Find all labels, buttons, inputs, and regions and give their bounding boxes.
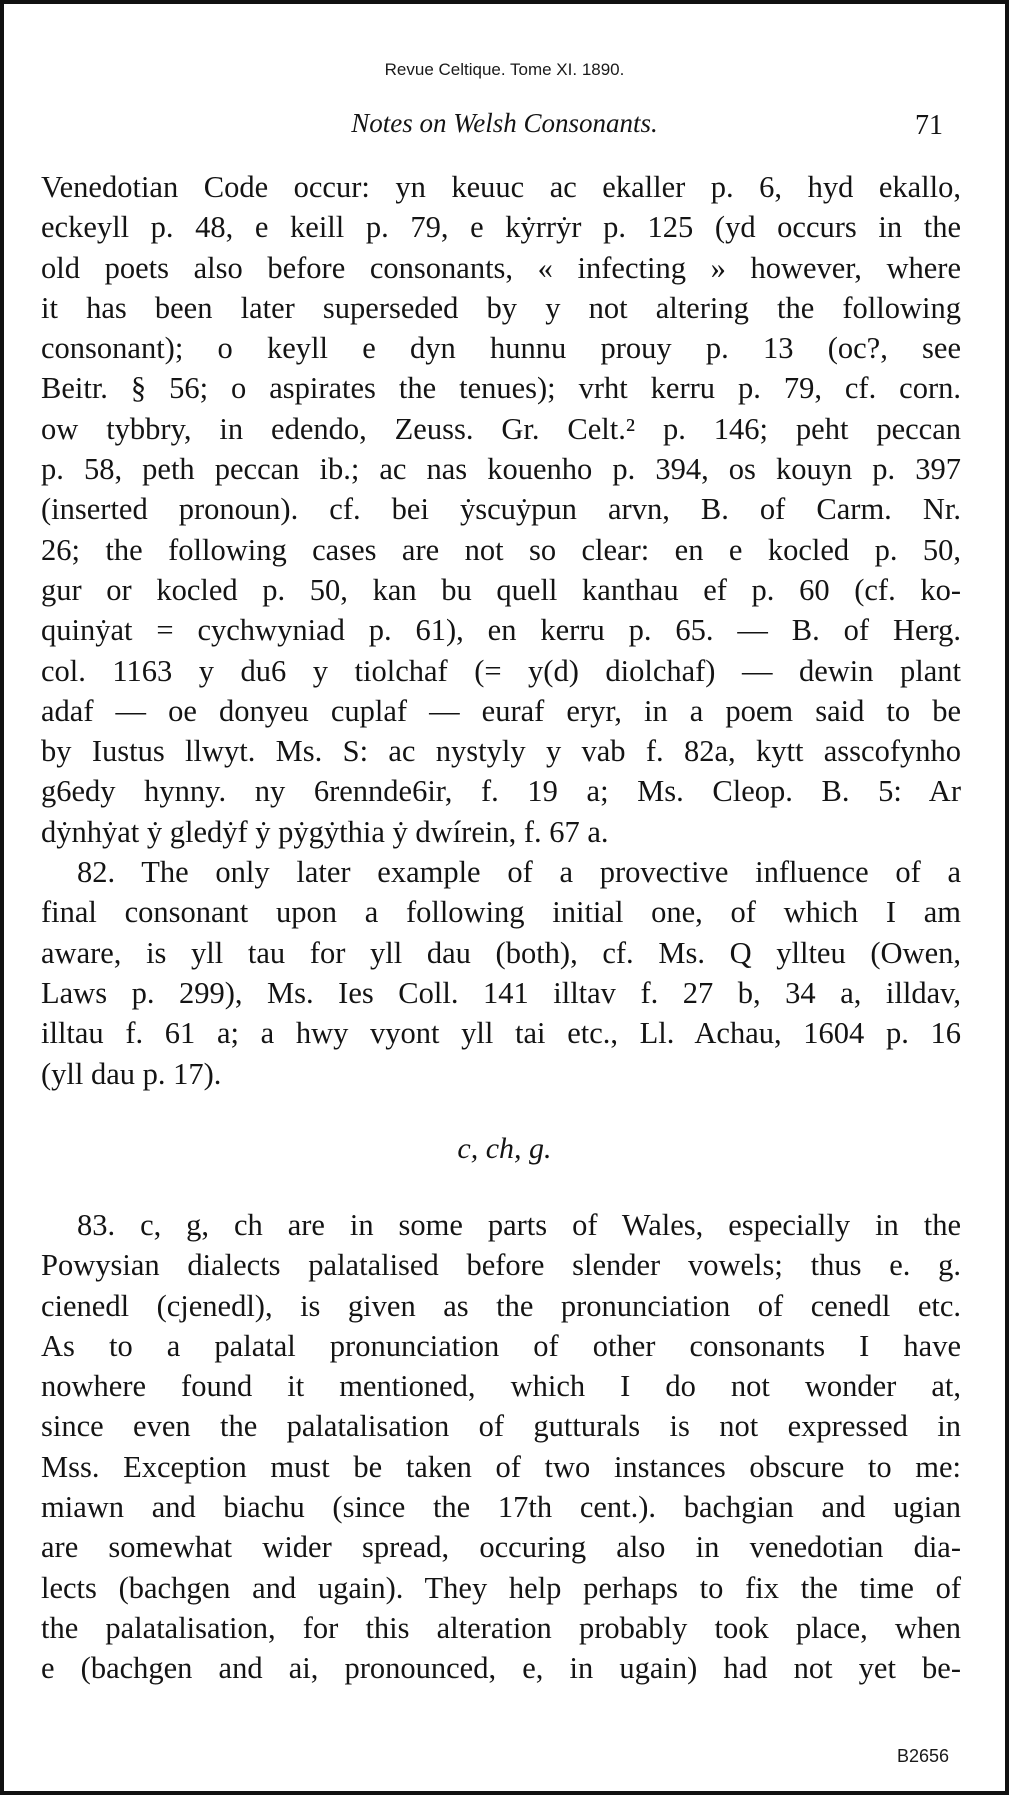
text-line: Mss. Exception must be taken of two instances obscure to me: xyxy=(41,1449,961,1484)
text-line: adaf — oe donyeu cuplaf — euraf eryr, in a poem said to be xyxy=(41,693,961,728)
text-line: illtau f. 61 a; a hwy vyont yll tai etc., Ll. Achau, 1604 p. 16 xyxy=(41,1016,961,1051)
paragraph-83-start: 83. c, g, ch are in some parts of Wales, especially in the xyxy=(77,1208,961,1242)
text-line: As to a palatal pronunciation of other consonants I have xyxy=(41,1328,961,1363)
source-citation: Revue Celtique. Tome XI. 1890. xyxy=(384,60,625,79)
running-title: Notes on Welsh Consonants. xyxy=(351,108,658,138)
text-line: the palatalisation, for this alteration probably took place, when xyxy=(41,1610,961,1645)
text-line: p. 58, peth peccan ib.; ac nas kouenho p. 394, os kouyn p. 397 xyxy=(41,452,961,487)
text-line: lects (bachgen and ugain). They help perhaps to fix the time of xyxy=(41,1570,961,1605)
text-block-continuation xyxy=(41,167,961,1094)
page-number: 71 xyxy=(915,110,943,141)
text-line: e (bachgen and ai, pronounced, e, in ugain) had not yet be- xyxy=(41,1651,961,1686)
text-block-paragraph-83 xyxy=(41,1205,961,1689)
text-line: Powysian dialects palatalised before slender vowels; thus e. g. xyxy=(41,1248,961,1283)
paragraph-82-start: 82. The only later example of a provective influence of a xyxy=(77,855,961,890)
text-line: nowhere found it mentioned, which I do not wonder at, xyxy=(41,1369,961,1404)
text-line: by Iustus llwyt. Ms. S: ac nystyly y vab f. 82a, kytt asscofynho xyxy=(41,734,961,769)
text-line: col. 1163 y du6 y tiolchaf (= y(d) diolchaf) — dewin plant xyxy=(41,653,961,688)
text-line: Beitr. § 56; o aspirates the tenues); vrht kerru p. 79, cf. corn. xyxy=(41,371,961,406)
text-line: (inserted pronoun). cf. bei ẏscuẏpun arvn, B. of Carm. Nr. xyxy=(41,492,961,527)
text-line: it has been later superseded by y not altering the following xyxy=(41,290,961,325)
text-line: aware, is yll tau for yll dau (both), cf. Ms. Q yllteu (Owen, xyxy=(41,935,961,970)
text-line: quinẏat = cychwyniad p. 61), en kerru p. 65. — B. of Herg. xyxy=(41,613,961,648)
text-line: Venedotian Code occur: yn keuuc ac ekaller p. 6, hyd ekallo, xyxy=(41,170,961,204)
text-line: Laws p. 299), Ms. Ies Coll. 141 illtav f. 27 b, 34 a, illdav, xyxy=(41,975,961,1010)
text-line: ow tybbry, in edendo, Zeuss. Gr. Celt.² p. 146; peht peccan xyxy=(41,411,961,446)
text-line: (yll dau p. 17). xyxy=(41,1056,222,1091)
text-line: 26; the following cases are not so clear: en e kocled p. 50, xyxy=(41,532,961,567)
text-line: cienedl (cjenedl), is given as the pronunciation of cenedl etc. xyxy=(41,1288,961,1323)
catalog-number: B2656 xyxy=(896,1746,949,1766)
text-line: g6edy hynny. ny 6renndе6ir, f. 19 a; Ms. Cleop. B. 5: Ar xyxy=(41,774,961,809)
text-line: consonant); o keyll e dyn hunnu prouy p. 13 (oc?, see xyxy=(41,331,961,366)
text-line: final consonant upon a following initial one, of which I am xyxy=(41,895,961,930)
text-line: since even the palatalisation of gutturals is not expressed in xyxy=(41,1409,961,1444)
text-line: miawn and biachu (since the 17th cent.). bachgian and ugian xyxy=(41,1490,961,1525)
text-line: dẏnhẏat ẏ gledẏf ẏ pẏgẏthia ẏ dwírein, f. 67 a. xyxy=(41,814,609,849)
text-line: old poets also before consonants, « infecting » however, where xyxy=(41,250,961,285)
text-line: are somewhat wider spread, occuring also in venedotian dia- xyxy=(41,1530,961,1565)
section-heading: c, ch, g. xyxy=(457,1132,552,1165)
text-line: gur or kocled p. 50, kan bu quell kanthau ef p. 60 (cf. ko- xyxy=(41,572,961,607)
text-line: eckeyll p. 48, e keill p. 79, e kẏrrẏr p. 125 (yd occurs in the xyxy=(41,210,961,245)
